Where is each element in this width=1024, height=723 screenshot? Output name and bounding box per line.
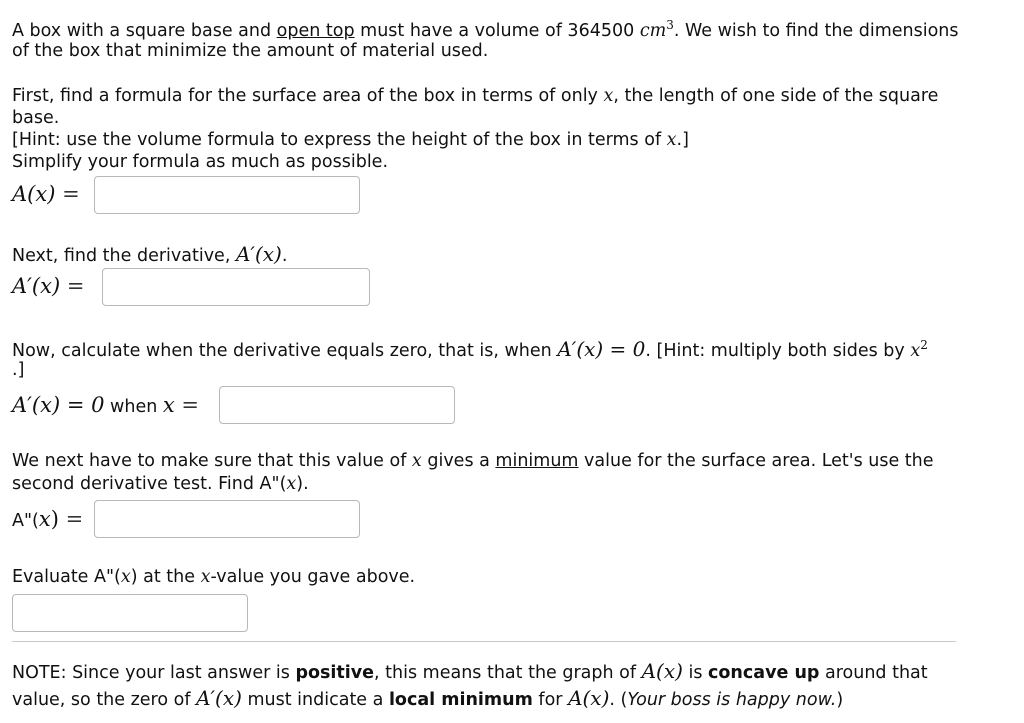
positive-term: positive: [295, 663, 375, 683]
unit-exponent: 3: [666, 18, 674, 32]
label-text: ): [50, 507, 59, 531]
intro-text: must have a volume of 364500: [354, 20, 640, 41]
fourth-text: ).: [296, 474, 309, 494]
label-math: A(x): [12, 182, 56, 206]
first-text: First, find a formula for the surface area of the box in terms of only: [12, 86, 604, 106]
hint-text: [Hint: use the volume formula to express the height of the box in terms of: [12, 130, 667, 150]
equals-sign: =: [66, 274, 85, 298]
answer-label-derivative: [12, 274, 84, 298]
when-text: when: [104, 397, 163, 417]
note-math: A′(x): [196, 686, 242, 710]
answer-label-zero: [12, 393, 199, 417]
note-text: around that: [819, 663, 928, 683]
local-minimum-term: local minimum: [388, 690, 533, 710]
boss-note: Your boss is happy now.: [627, 690, 837, 710]
var-x: x: [286, 474, 297, 494]
fourth-text: second derivative test. Find A"(: [12, 474, 287, 494]
second-derivative-input[interactable]: [94, 500, 360, 538]
second-derivative-line-1: [12, 451, 934, 471]
intro-line-1: [12, 18, 959, 41]
hint-text: .]: [676, 130, 689, 150]
var-x: x: [411, 451, 422, 471]
unit-cm: cm: [639, 20, 667, 41]
intro-text: A box with a square base and: [12, 20, 277, 41]
evaluate-prompt: [12, 567, 415, 587]
note-text: , this means that the graph of: [374, 663, 642, 683]
fourth-text: gives a: [421, 451, 496, 471]
var-x: x: [120, 567, 131, 587]
derivative-prompt: [12, 242, 287, 266]
critical-x-input[interactable]: [219, 386, 455, 424]
note-text: for: [532, 690, 569, 710]
equals-sign: =: [65, 507, 84, 531]
zero-text: . [Hint: multiply both sides by: [645, 341, 911, 361]
label-text: A"(: [12, 511, 39, 531]
minimum-term: minimum: [495, 451, 579, 471]
derivative-text: Next, find the derivative,: [12, 246, 236, 266]
var-x: x: [38, 507, 51, 531]
equals-sign: =: [62, 182, 80, 206]
open-top-term: open top: [276, 20, 355, 41]
zero-prompt-line-1: [12, 337, 928, 361]
note-text: NOTE: Since your last answer is: [12, 663, 296, 683]
var-x: x: [603, 86, 614, 106]
intro-text: . We wish to find the dimensions: [673, 20, 959, 41]
derivative-math: A′(x): [235, 242, 282, 266]
var-x: x: [200, 567, 211, 587]
note-math: A(x): [641, 659, 683, 683]
evaluate-text: -value you gave above.: [210, 567, 416, 587]
fourth-text: We next have to make sure that this value of: [12, 451, 412, 471]
label-math: A′(x) = 0: [12, 393, 105, 417]
var-x: x: [910, 341, 921, 361]
first-text: , the length of one side of the square: [613, 86, 939, 106]
first-line-2: base.: [12, 108, 60, 128]
answer-label-second-derivative: [12, 507, 83, 531]
note-line-2: [12, 686, 843, 710]
area-formula-input[interactable]: [94, 176, 360, 214]
derivative-input[interactable]: [102, 268, 370, 306]
hint-volume: [12, 130, 689, 150]
derivative-period: .: [281, 246, 288, 266]
note-math: A(x): [568, 686, 610, 710]
note-text: is: [682, 663, 709, 683]
divider: [12, 641, 956, 642]
concave-up-term: concave up: [708, 663, 820, 683]
zero-text: Now, calculate when the derivative equals zero, that is, when: [12, 341, 558, 361]
intro-line-2: of the box that minimize the amount of material used.: [12, 41, 489, 61]
note-line-1: [12, 659, 928, 683]
note-text: ): [836, 690, 844, 710]
evaluate-input[interactable]: [12, 594, 248, 632]
simplify-instruction: Simplify your formula as much as possible.: [12, 152, 389, 172]
equals-sign: =: [181, 393, 200, 417]
note-text: must indicate a: [241, 690, 389, 710]
evaluate-text: Evaluate A"(: [12, 567, 121, 587]
exponent-2: 2: [920, 338, 928, 353]
note-text: value, so the zero of: [12, 690, 197, 710]
note-text: . (: [609, 690, 628, 710]
first-line-1: [12, 86, 938, 106]
zero-prompt-line-2: .]: [12, 360, 25, 380]
label-math: A′(x): [12, 274, 61, 298]
var-x: x: [162, 393, 175, 417]
evaluate-text: ) at the: [130, 567, 201, 587]
zero-math: A′(x) = 0: [557, 337, 646, 361]
fourth-text: value for the surface area. Let's use the: [578, 451, 934, 471]
answer-label-area: [12, 182, 80, 206]
var-x: x: [666, 130, 677, 150]
second-derivative-line-2: [12, 474, 309, 494]
